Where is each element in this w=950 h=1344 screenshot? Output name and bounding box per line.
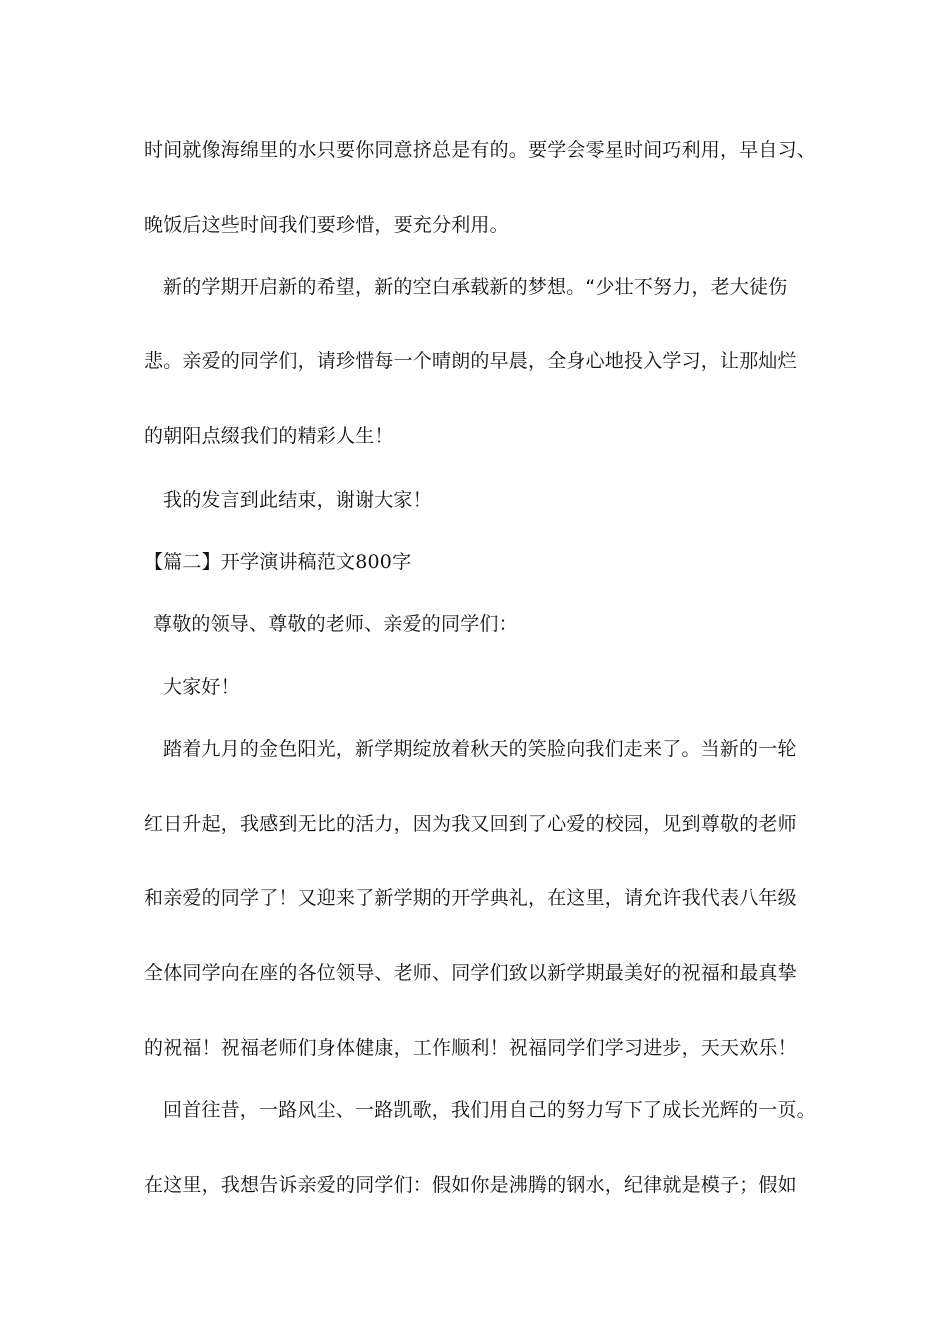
section-heading-suffix: 字 <box>392 551 412 573</box>
salutation-line: 尊敬的领导、尊敬的老师、亲爱的同学们： <box>153 613 518 635</box>
paragraph-line: 全体同学向在座的各位领导、老师、同学们致以新学期最美好的祝福和最真挚 <box>144 962 797 984</box>
paragraph-line: 晚饭后这些时间我们要珍惜，要充分利用。 <box>144 214 509 236</box>
paragraph-line: 的祝福！祝福老师们身体健康，工作顺利！祝福同学们学习进步，天天欢乐！ <box>144 1037 797 1059</box>
paragraph-line: 时间就像海绵里的水只要你同意挤总是有的。要学会零星时间巧利用，早自习、 <box>144 139 817 161</box>
paragraph-line: 新的学期开启新的希望，新的空白承载新的梦想。“少壮不努力，老大徒伤 <box>163 276 788 298</box>
paragraph-line: 和亲爱的同学了！又迎来了新学期的开学典礼，在这里，请允许我代表八年级 <box>144 887 797 909</box>
paragraph-line: 的朝阳点缀我们的精彩人生！ <box>144 425 394 447</box>
section-heading-text: 【篇二】开学演讲稿范文 <box>144 551 356 573</box>
paragraph-line: 我的发言到此结束，谢谢大家！ <box>163 489 432 511</box>
section-heading <box>144 548 411 576</box>
paragraph-line: 红日升起，我感到无比的活力，因为我又回到了心爱的校园，见到尊敬的老师 <box>144 813 797 835</box>
section-heading-number: 800 <box>355 551 393 573</box>
greeting-line: 大家好！ <box>163 676 240 698</box>
paragraph-line: 回首往昔，一路风尘、一路凯歌，我们用自己的努力写下了成长光辉的一页。 <box>163 1099 816 1121</box>
paragraph-line: 在这里，我想告诉亲爱的同学们：假如你是沸腾的钢水，纪律就是模子；假如 <box>144 1174 797 1196</box>
paragraph-line: 踏着九月的金色阳光，新学期绽放着秋天的笑脸向我们走来了。当新的一轮 <box>163 738 797 760</box>
paragraph-line: 悲。亲爱的同学们，请珍惜每一个晴朗的早晨，全身心地投入学习，让那灿烂 <box>144 350 797 372</box>
